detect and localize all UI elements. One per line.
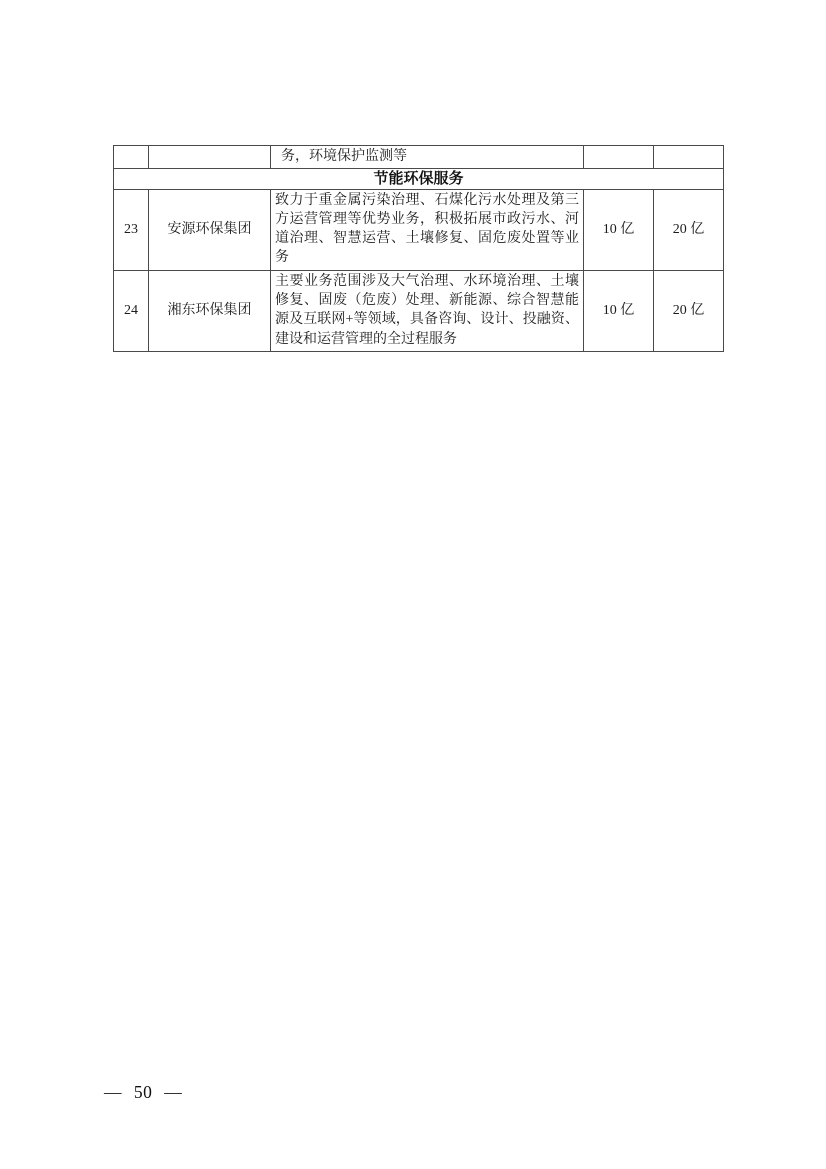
row-no-cell: 23 [114, 189, 149, 270]
description-cell: 务，环境保护监测等 [271, 146, 584, 169]
section-header-label: 节能环保服务 [114, 169, 724, 189]
table-row [114, 189, 724, 270]
value1-cell: 10 亿 [584, 270, 654, 351]
value2-cell [654, 146, 724, 169]
section-header-row [114, 169, 724, 189]
table-row-continuation [114, 146, 724, 169]
table-row [114, 270, 724, 351]
value2-cell: 20 亿 [654, 189, 724, 270]
row-no-cell [114, 146, 149, 169]
company-cell: 湘东环保集团 [149, 270, 271, 351]
value1-cell [584, 146, 654, 169]
value2-cell: 20 亿 [654, 270, 724, 351]
row-no-cell: 24 [114, 270, 149, 351]
description-cell: 主要业务范围涉及大气治理、水环境治理、土壤修复、固废（危废）处理、新能源、综合智慧能源及互联网+等领域，具备咨询、设计、投融资、建设和运营管理的全过程服务 [271, 270, 584, 351]
enterprise-table [113, 145, 724, 352]
page-number: — 50 — [104, 1082, 183, 1102]
company-cell: 安源环保集团 [149, 189, 271, 270]
value1-cell: 10 亿 [584, 189, 654, 270]
description-cell: 致力于重金属污染治理、石煤化污水处理及第三方运营管理等优势业务，积极拓展市政污水、河道治理、智慧运营、土壤修复、固危废处置等业务 [271, 189, 584, 270]
company-cell [149, 146, 271, 169]
